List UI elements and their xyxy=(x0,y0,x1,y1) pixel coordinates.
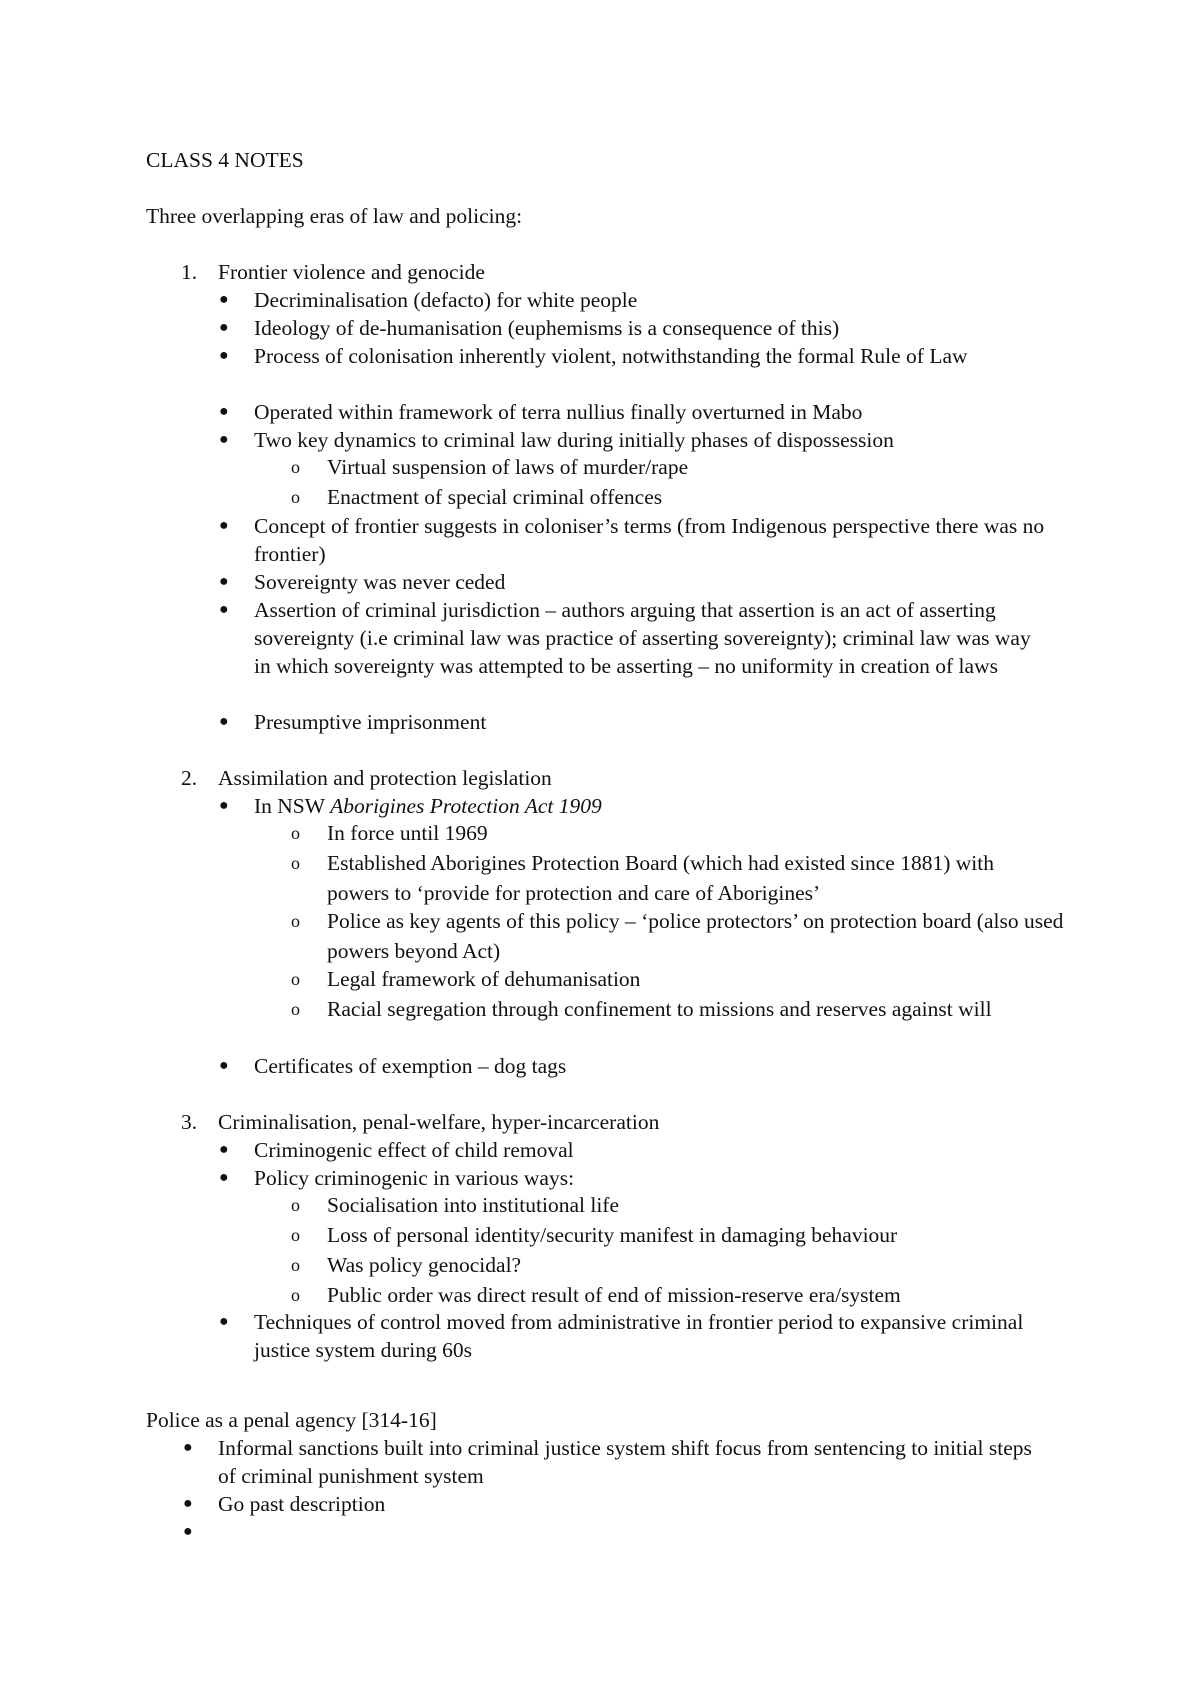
circle-bullet-icon: o xyxy=(291,911,300,931)
circle-bullet-icon: o xyxy=(291,487,300,507)
sub-list-item: o Racial segregation through confinement to missions and reserves against will xyxy=(327,994,1057,1024)
bullet-icon: ● xyxy=(183,1523,193,1540)
list-item: ● Policy criminogenic in various ways: xyxy=(219,1166,575,1190)
bullet-icon: ● xyxy=(219,1169,229,1186)
list-item: ● Sovereignty was never ceded xyxy=(219,570,506,594)
section-heading: Police as a penal agency [314-16] xyxy=(146,1408,437,1432)
list-item: ● Informal sanctions built into criminal justice system shift focus from sentencing to initial steps of criminal punishment system xyxy=(183,1436,1032,1488)
bullet-icon: ● xyxy=(219,601,229,618)
bullet-icon: ● xyxy=(183,1439,193,1456)
bullet-icon: ● xyxy=(219,797,229,814)
list-item: ● Decriminalisation (defacto) for white people xyxy=(219,288,638,312)
list-item: ● Techniques of control moved from administrative in frontier period to expansive criminal justice system during 60s xyxy=(219,1310,1024,1362)
circle-bullet-icon: o xyxy=(291,1285,300,1305)
intro-text: Three overlapping eras of law and policing: xyxy=(146,204,523,228)
sub-list-item: o Loss of personal identity/security manifest in damaging behaviour xyxy=(327,1220,1067,1250)
sub-list-item: o Was policy genocidal? xyxy=(327,1250,1067,1280)
list-item: ● Concept of frontier suggests in coloniser’s terms (from Indigenous perspective there was no frontier) xyxy=(219,514,1045,566)
circle-bullet-icon: o xyxy=(291,823,300,843)
sub-list-item: o Virtual suspension of laws of murder/rape xyxy=(327,452,1067,482)
circle-bullet-icon: o xyxy=(291,999,300,1019)
sub-list-item: o Police as key agents of this policy – ‘police protectors’ on protection board (also used powers beyond Act) xyxy=(327,906,1077,966)
bullet-icon: ● xyxy=(219,403,229,420)
list-item: ● Go past description xyxy=(183,1492,386,1516)
bullet-icon: ● xyxy=(219,573,229,590)
bullet-icon: ● xyxy=(219,431,229,448)
bullet-icon: ● xyxy=(219,1141,229,1158)
circle-bullet-icon: o xyxy=(291,1195,300,1215)
list-item: ● Two key dynamics to criminal law during initially phases of dispossession xyxy=(219,428,894,452)
circle-bullet-icon: o xyxy=(291,1225,300,1245)
circle-bullet-icon: o xyxy=(291,457,300,477)
circle-bullet-icon: o xyxy=(291,1255,300,1275)
list-item: ● Operated within framework of terra nullius finally overturned in Mabo xyxy=(219,400,863,424)
sub-list-item: o Enactment of special criminal offences xyxy=(327,482,1067,512)
document-page: CLASS 4 NOTES Three overlapping eras of law and policing: 1. Frontier violence and genocide ● Decriminalisation (defacto) for white people ● Ideology of de-humanisation (euphemisms is a consequence of this) ● Process of colonisation inherently violent, notwithstanding the formal Rule of Law ● Operated within framework of terra nullius finally overturned in Mabo ● Two key dynamics to criminal law during initially phases of dispossession o Virtual suspension of laws of murder/rape o Enactment of special criminal offences ● Concept of frontier suggests in coloniser’s terms (from Indigenous perspective there was no frontier) ● Sovereignty was never ceded ● Assertion of criminal jurisdiction – authors arguing that assertion is an act of asserting sovereignty (i.e criminal law was practice of asserting sovereignty); criminal law was way in which sovereignty was attempted to be asserting – no uniformity in creation of laws ● Presumptive imprisonment 2. Assimilation and protection legislation ● In NSW Aborigines Protection Act 1909 o In force until 1969 o Established Aborigines Protection Board (which had existed since 1881) with powers to ‘provide for protection and care of Aborigines’ o Police as key agents of this policy – ‘police protectors’ on protection board (also used powers beyond Act) o Legal framework of dehumanisation o Racial segregation through confinement to missions and reserves against will ● Certificates of exemption – dog tags 3. Criminalisation, penal-welfare, hyper-incarceration ● Criminogenic effect of child removal ● Policy criminogenic in various ways: o Socialisation into institutional life o Loss of personal identity/security manifest in damaging behaviour o Was policy genocidal? o Public order was direct result of end of mission-reserve era/system ● Techniques of control moved from administrative in frontier period to expansive criminal justice system during 60s Police as a penal agency [314-16] ● Informal sanctions built into criminal justice system shift focus from sentencing to initial steps of criminal punishment system ● Go past description ● xyxy=(0,0,1200,1698)
bullet-icon: ● xyxy=(219,291,229,308)
sub-list-item: o Public order was direct result of end of mission-reserve era/system xyxy=(327,1280,1067,1310)
sub-list-item: o Legal framework of dehumanisation xyxy=(327,964,1067,994)
list-item: ● In NSW Aborigines Protection Act 1909 xyxy=(219,794,602,818)
list-item: ● Certificates of exemption – dog tags xyxy=(219,1054,567,1078)
bullet-icon: ● xyxy=(219,1057,229,1074)
act-title: Aborigines Protection Act 1909 xyxy=(330,794,602,818)
list-item: ● Assertion of criminal jurisdiction – authors arguing that assertion is an act of asserting sovereignty (i.e criminal law was practice of asserting sovereignty); criminal law was way in which sovereignty was attempted to be asserting – no uniformity in creation of laws xyxy=(219,598,1031,678)
bullet-icon: ● xyxy=(219,517,229,534)
bullet-icon: ● xyxy=(219,347,229,364)
bullet-icon: ● xyxy=(183,1495,193,1512)
list-item: ● Criminogenic effect of child removal xyxy=(219,1138,574,1162)
list-item: ● Process of colonisation inherently violent, notwithstanding the formal Rule of Law xyxy=(219,344,968,368)
bullet-icon: ● xyxy=(219,319,229,336)
list-item: ● Presumptive imprisonment xyxy=(219,710,487,734)
sub-list-item: o In force until 1969 xyxy=(327,818,1067,848)
list-item: ● Ideology of de-humanisation (euphemisms is a consequence of this) xyxy=(219,316,840,340)
sub-list-item: o Socialisation into institutional life xyxy=(327,1190,1067,1220)
bullet-icon: ● xyxy=(219,1313,229,1330)
bullet-icon: ● xyxy=(219,713,229,730)
sub-list-item: o Established Aborigines Protection Board (which had existed since 1881) with powers to ‘provide for protection and care of Aborigines’ xyxy=(327,848,1047,908)
circle-bullet-icon: o xyxy=(291,853,300,873)
circle-bullet-icon: o xyxy=(291,969,300,989)
page-title: CLASS 4 NOTES xyxy=(146,148,304,172)
